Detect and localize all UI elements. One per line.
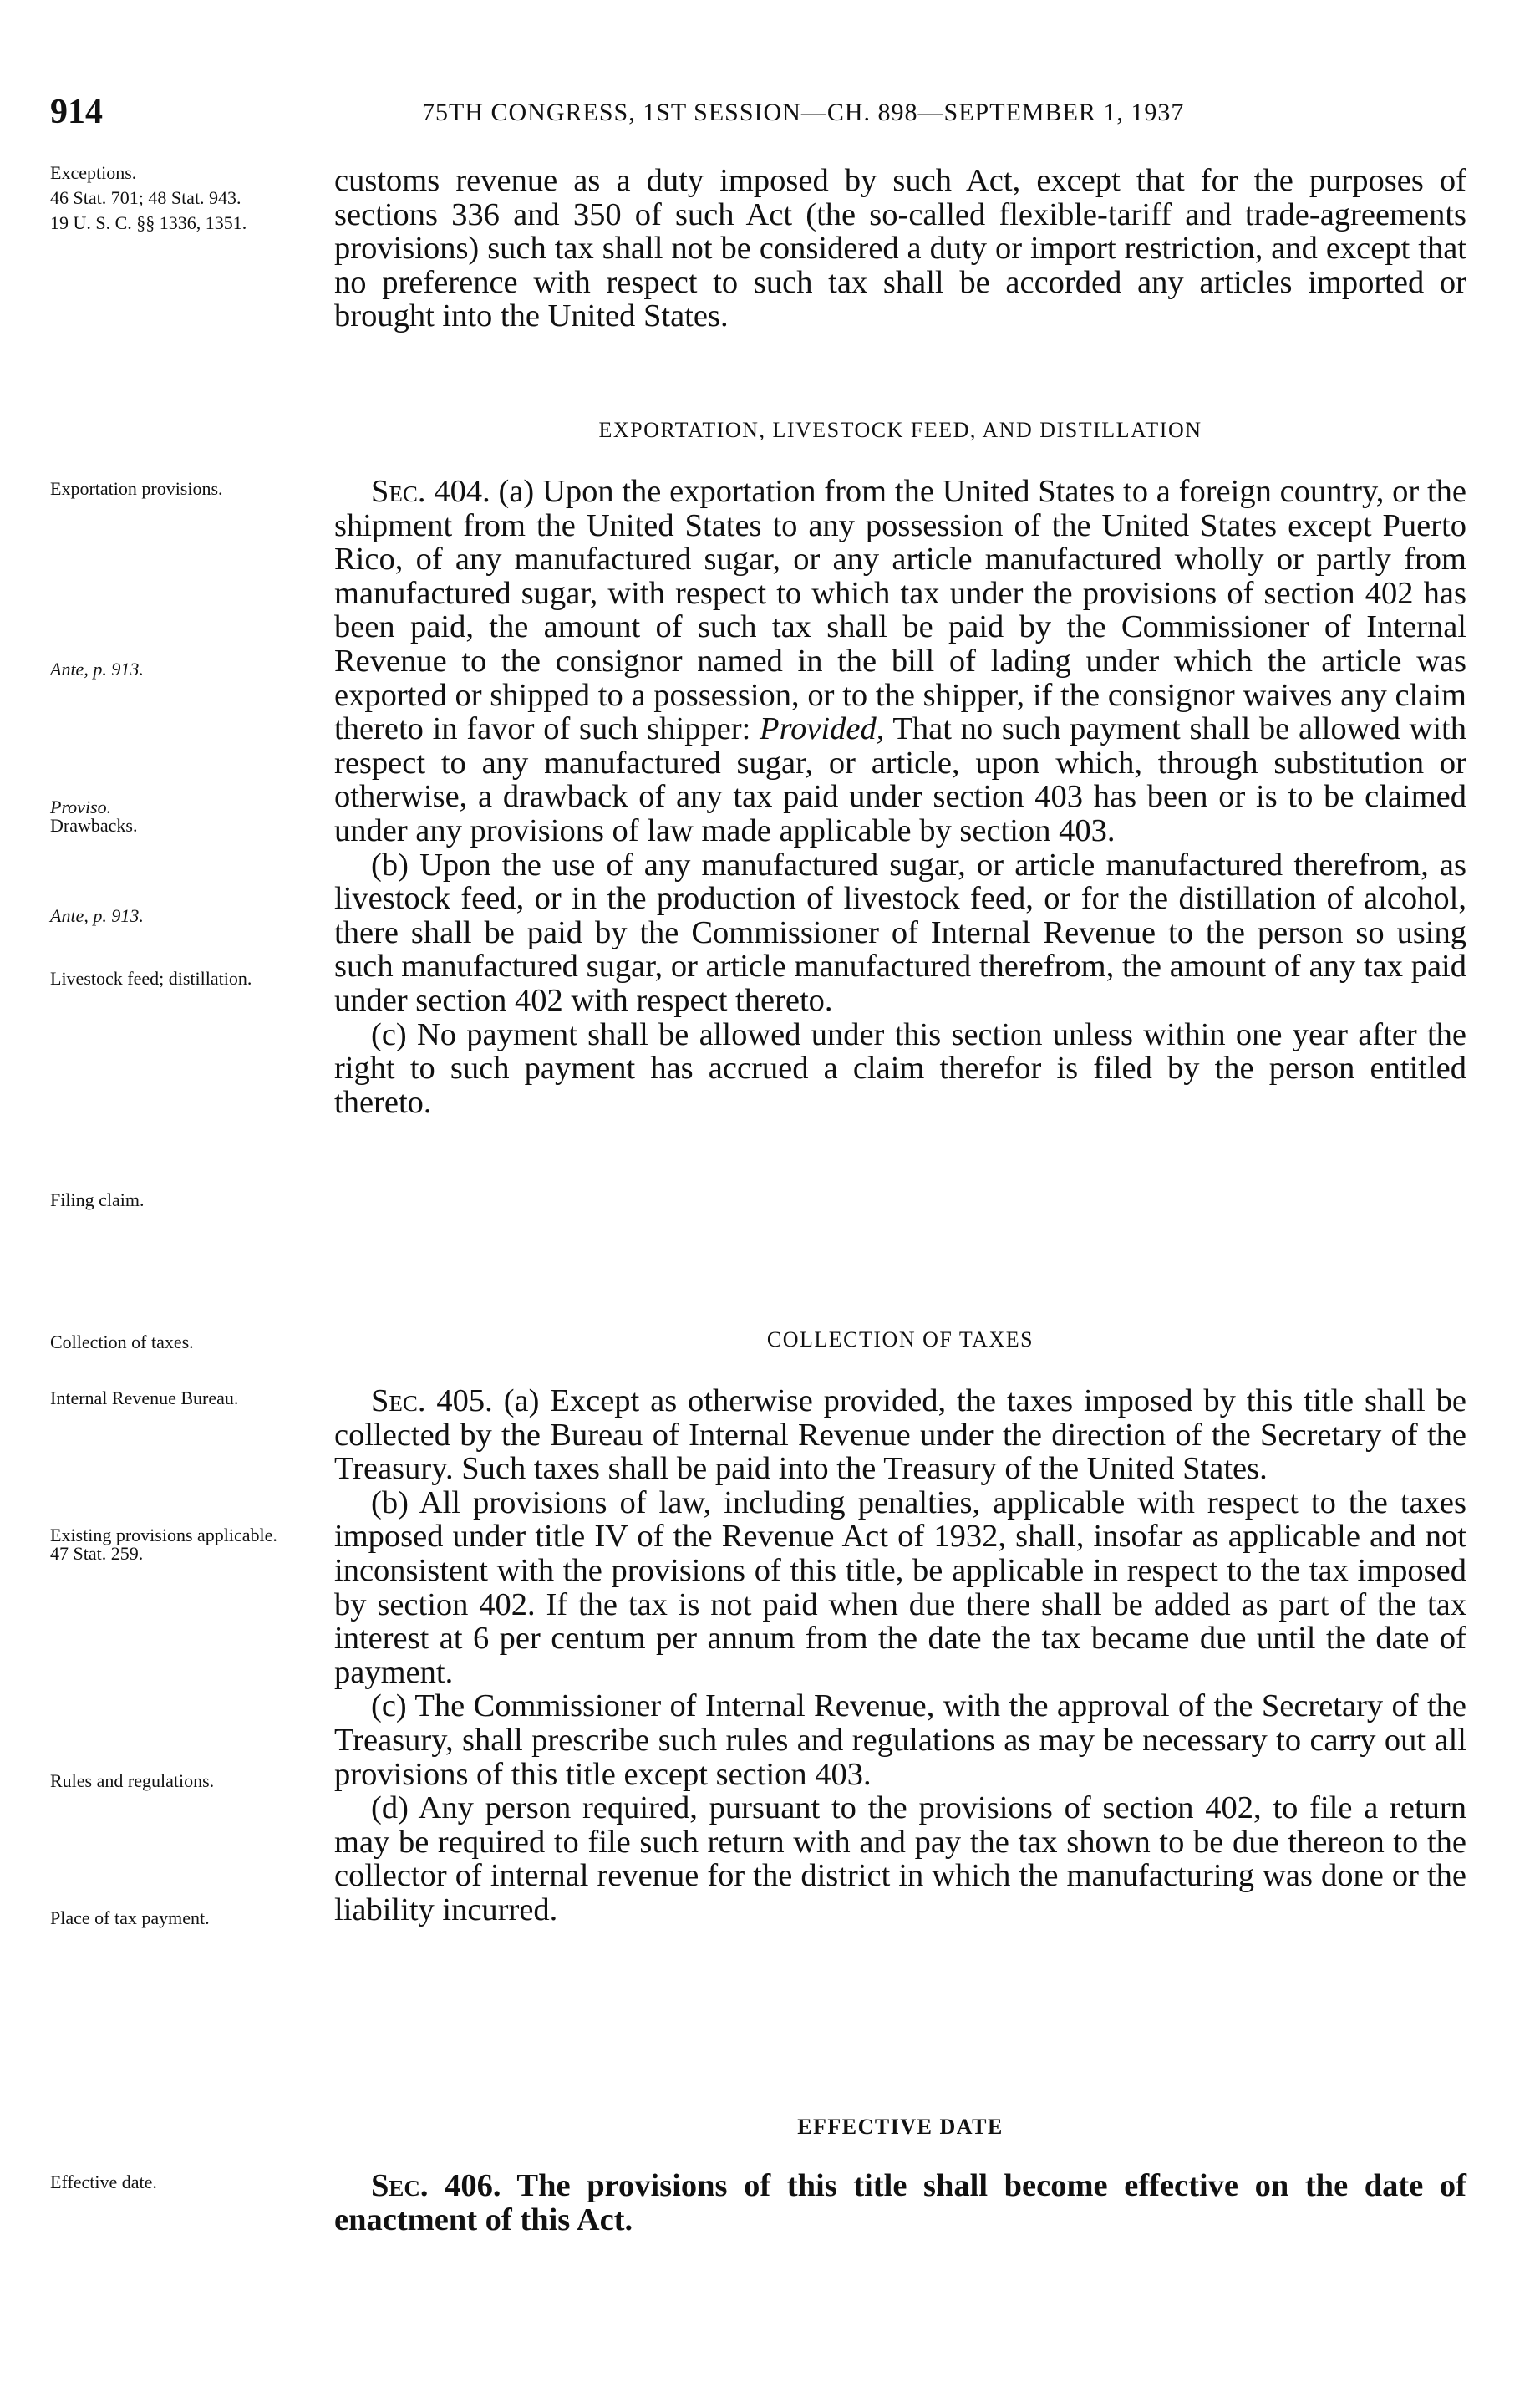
margin-note-livestock [50,970,318,988]
margin-note-label: Effective date. [50,2171,157,2192]
heading-collection: COLLECTION OF TAXES [766,1327,1034,1352]
section-label: Sec. 406. [371,2168,501,2203]
margin-note-ref: 47 Stat. 259. [50,1543,144,1564]
margin-note-label: Rules and regulations. [50,1770,215,1791]
heading-exportation: EXPORTATION, LIVESTOCK FEED, AND DISTILLATION [598,418,1202,442]
margin-note-label: Filing claim. [50,1189,145,1210]
section-406 [334,2169,1466,2237]
paragraph-intro [334,164,1466,333]
margin-note-label: Place of tax payment. [50,1907,210,1928]
margin-note-existing [50,1526,318,1563]
paragraph-text: The provisions of this title shall become effective on the date of enactment of this Act. [334,2168,1466,2238]
margin-note-label: Drawbacks. [50,815,138,836]
margin-note-label: Livestock feed; distillation. [50,968,252,989]
section-404-a [334,475,1466,848]
margin-note-label: Collection of taxes. [50,1331,194,1352]
margin-note-ante-1 [50,660,318,679]
paragraph-text: That no such payment shall be allowed with respect to any manufactured sugar, or article, upon which, through substitution or otherwise, a drawback of any tax paid under section 403 has been or is to be claimed under any provisions of law made applicable by section 403. [334,711,1466,848]
section-406-text [334,2169,1466,2237]
margin-note-ref: 46 Stat. 701; 48 Stat. 943. [50,187,241,208]
heading-effective: EFFECTIVE DATE [797,2115,1004,2139]
margin-note-filing [50,1191,318,1209]
page-number: 914 [50,93,103,131]
paragraph-text: (a) Except as otherwise provided, the taxes imposed by this title shall be collected by the Bureau of Internal Revenue under the direction of the Secretary of the Treasury. Such taxes shall be paid into the Treasury of the United States. [334,1383,1466,1487]
running-head: 75TH CONGRESS, 1ST SESSION—CH. 898—SEPTEMBER 1, 1937 [422,99,1185,126]
margin-note-label: Exceptions. [50,162,137,183]
margin-note-label: Proviso. [50,797,112,817]
section-405-d: (d) Any person required, pursuant to the provisions of section 402, to file a return may be required to file such return with and pay the tax shown to be due thereon to the collector of internal revenue for the district in which the manufacturing was done or the liability incurred. [334,1790,1466,1927]
paragraph-text: customs revenue as a duty imposed by such Act, except that for the purposes of sections 336 and 350 of such Act (the so-called flexible-tariff and trade-agreements provisions) such tax shall not be considered a duty or import restriction, and except that no preference with respect to such tax shall be accorded any articles imported or brought into the United States. [334,163,1466,334]
margin-note-ante-2 [50,907,318,925]
section-label: Sec. 405. [371,1383,493,1418]
margin-note-label: Ante, p. 913. [50,659,144,680]
margin-note-exportation [50,480,318,498]
margin-note-label: Exportation provisions. [50,478,223,499]
page-header [50,92,1471,142]
section-404-c: (c) No payment shall be allowed under this section unless within one year after the right to such payment has accrued a claim therefor is filed by the person entitled thereto. [334,1016,1466,1120]
section-405 [334,1384,1466,1927]
margin-note-label: Ante, p. 913. [50,905,144,926]
margin-note-label: Existing provisions applicable. [50,1525,277,1545]
margin-note-exceptions [50,164,318,232]
section-404-b: (b) Upon the use of any manufactured sugar, or article manufactured therefrom, as livestock feed, or in the production of livestock feed, or for the distillation of alcohol, there shall be paid by the Commissioner of Internal Revenue to the person so using such manufactured sugar, or article manufactured therefrom, the amount of any tax paid under section 402 with respect thereto. [334,847,1466,1018]
margin-note-place [50,1909,318,1927]
section-405-c: (c) The Commissioner of Internal Revenue, with the approval of the Secretary of the Treasury, shall prescribe such rules and regulations as may be necessary to carry out all provisions of this title except section 403. [334,1688,1466,1792]
proviso-word: Provided, [760,711,885,747]
section-label: Sec. 404. [371,474,490,509]
margin-note-proviso [50,798,318,835]
margin-note-internal-revenue [50,1389,318,1408]
paragraph-text: (a) Upon the exportation from the United States to a foreign country, or the shipment from the United States to any possession of the United States except Puerto Rico, of any manufactured sugar, or any article manufactured wholly or partly from manufactured sugar, with respect to which tax under the provisions of section 402 has been paid, the amount of such tax shall be paid by the Commissioner of Internal Revenue to the consignor named in the bill of lading under which the article was exported or shipped to a possession, or to the shipper, if the consignor waives any claim thereto in favor of such shipper: [334,474,1467,747]
section-404 [334,475,1466,1119]
margin-note-label: Internal Revenue Bureau. [50,1387,239,1408]
margin-note-effective [50,2173,318,2192]
margin-note-collection [50,1333,318,1352]
section-405-a [334,1384,1466,1486]
section-405-b: (b) All provisions of law, including penalties, applicable with respect to the taxes imposed under title IV of the Revenue Act of 1932, shall, insofar as applicable and not inconsistent with the provisions of this title, be applicable in respect to the tax imposed by section 402. If the tax is not paid when due there shall be added as part of the tax interest at 6 per centum per annum from the date the tax became due until the date of payment. [334,1484,1466,1690]
margin-note-ref: 19 U. S. C. §§ 1336, 1351. [50,212,247,233]
margin-note-rules [50,1772,318,1790]
